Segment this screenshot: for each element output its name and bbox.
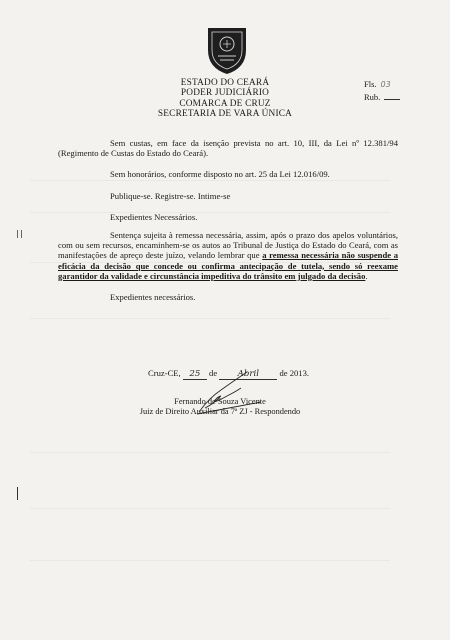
document-body <box>58 138 398 302</box>
fls-number: 03 <box>380 80 391 89</box>
bleed-through-line <box>30 318 390 319</box>
paragraph-fees: Sem honorários, conforme disposto no art. 25 da Lei 12.016/09. <box>110 169 330 180</box>
sentence-end: . <box>365 270 368 281</box>
bleed-through-line <box>30 560 390 561</box>
margin-mark <box>17 487 18 500</box>
sentence-emphasis: a remessa necessária não suspende a eficácia da decisão que concede ou confirma antecipação de tutela, sendo só reexame garantidor da validade e circunstância impeditiva do trânsito em julgado da decisão <box>58 250 398 281</box>
bleed-through-line <box>30 452 390 453</box>
paragraph-expedients-2: Expedientes necessários. <box>110 292 196 303</box>
fls-label: Fls. <box>364 79 377 89</box>
folio-box <box>364 78 400 103</box>
date-year: de 2013. <box>279 368 310 378</box>
paragraph-costs: Sem custas, em face da isenção prevista no art. 10, III, da Lei nº 12.381/94 (Regimento de Custas do Estado do Ceará). <box>58 138 398 159</box>
signer-role: Juiz de Direito Auxiliar da 7ª ZJ - Respondendo <box>139 407 301 417</box>
rub-line <box>384 92 400 100</box>
signer-block <box>100 397 340 417</box>
sentence-text: Sentença sujeita à remessa necessária, assim, após o prazo dos apelos voluntários, com ou sem recursos, encaminhem-se os autos ao Tribunal de Justiça do Estado do Ceará, com as manifestações de apreço deste juízo, velando lembrar que <box>58 230 398 261</box>
signer-name: Fernando de Souza Vicente <box>174 397 266 406</box>
margin-mark <box>17 230 22 238</box>
paragraph-expedients: Expedientes Necessários. <box>110 211 198 222</box>
state-coat-of-arms-icon <box>204 24 250 76</box>
bleed-through-line <box>30 508 390 509</box>
paragraph-publish: Publique-se. Registre-se. Intime-se <box>110 190 231 201</box>
date-month: Abril <box>219 369 277 380</box>
date-de: de <box>209 368 218 378</box>
date-day: 25 <box>183 369 207 380</box>
header-district: COMARCA DE CRUZ <box>179 98 271 109</box>
header-state: ESTADO DO CEARÁ <box>180 78 270 88</box>
date-city: Cruz-CE, <box>148 368 181 378</box>
court-header <box>130 78 320 120</box>
header-secretariat: SECRETARIA DE VARA ÚNICA <box>157 109 293 120</box>
rub-label: Rub. <box>364 92 381 102</box>
paragraph-sentence <box>58 230 398 281</box>
header-judiciary: PODER JUDICIÁRIO <box>180 88 270 99</box>
